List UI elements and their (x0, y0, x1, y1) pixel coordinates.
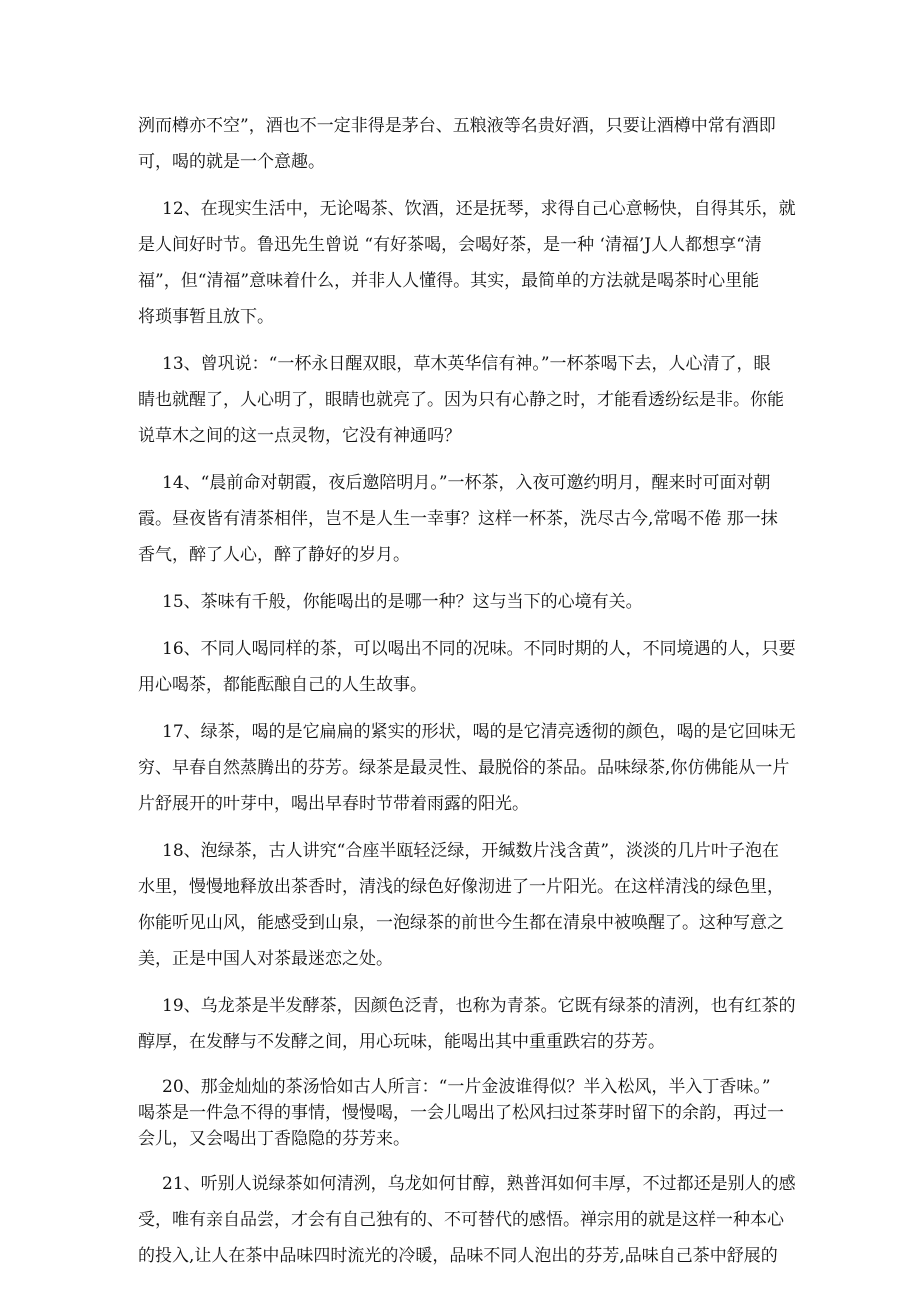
text-line: 你能听见山风，能感受到山泉，一泡绿茶的前世今生都在清泉中被唤醒了。这种写意之 (138, 913, 784, 933)
text-line: 15、茶味有千般，你能喝出的是哪一种？这与当下的心境有关。 (162, 592, 643, 612)
paragraph-p21 (138, 1166, 796, 1274)
text-line: 14、“晨前命对朝霞，夜后邀陪明月。”一杯茶，入夜可邀约明月，醒来时可面对朝 (162, 473, 771, 493)
text-line: 的投入,让人在茶中品味四时流光的冷暖，品味不同人泡出的芬芳,品味自己茶中舒展的 (138, 1246, 778, 1266)
paragraph-p13 (138, 346, 786, 454)
text-line: 喝茶是一件急不得的事情，慢慢喝，一会儿喝出了松风扫过茶芽时留下的余韵，再过一 (138, 1103, 784, 1123)
text-line: 18、泡绿茶，古人讲究“合座半瓯轻泛绿，开缄数片浅含黄”，淡淡的几片叶子泡在 (162, 841, 780, 861)
text-line: 12、在现实生活中，无论喝茶、饮酒，还是抚琴，求得自己心意畅快，自得其乐，就 (162, 199, 796, 219)
text-line: 睛也就醒了，人心明了，眼睛也就亮了。因为只有心静之时，才能看透纷纭是非。你能 (138, 390, 784, 410)
paragraph-p18 (138, 833, 786, 977)
paragraph-p14 (138, 465, 786, 573)
paragraph-p11-cont (138, 108, 786, 180)
text-line: 受，唯有亲自品尝，才会有自己独有的、不可替代的感悟。禅宗用的就是这样一种本心 (138, 1210, 784, 1230)
text-line: 19、乌龙茶是半发酵茶，因颜色泛青，也称为青茶。它既有绿茶的清洌，也有红茶的 (162, 996, 796, 1016)
text-line: 用心喝茶，都能酝酿自己的人生故事。 (138, 675, 427, 695)
text-line: 可，喝的就是一个意趣。 (138, 152, 325, 172)
document-page (138, 108, 796, 1285)
text-line: 16、不同人喝同样的茶，可以喝出不同的况味。不同时期的人，不同境遇的人，只要 (162, 639, 796, 659)
text-line: 说草木之间的这一点灵物，它没有神通吗？ (138, 426, 461, 446)
text-line: 17、绿茶，喝的是它扁扁的紧实的形状，喝的是它清亮透彻的颜色，喝的是它回味无 (162, 722, 796, 742)
text-line: 是人间好时节。鲁迅先生曾说 “有好茶喝，会喝好茶，是一种 ‘清福’J人人都想享“清 (138, 235, 762, 255)
paragraph-p20 (138, 1074, 786, 1152)
text-line: 将琐事暂且放下。 (138, 307, 274, 327)
paragraph-p17 (138, 714, 796, 822)
text-line: 香气，醉了人心，醉了静好的岁月。 (138, 545, 410, 565)
text-line: 醇厚，在发酵与不发酵之间，用心玩味，能喝出其中重重跌宕的芬芳。 (138, 1032, 665, 1052)
text-line: 洌而樽亦不空”，酒也不一定非得是茅台、五粮液等名贵好酒，只要让酒樽中常有酒即 (138, 116, 776, 136)
paragraph-p16 (138, 631, 796, 703)
text-line: 水里，慢慢地释放出茶香时，清浅的绿色好像沏进了一片阳光。在这样清浅的绿色里， (138, 877, 784, 897)
text-line: 霞。昼夜皆有清茶相伴，岂不是人生一幸事？这样一杯茶，洗尽古今,常喝不倦 那一抹 (138, 509, 778, 529)
text-line: 美，正是中国人对茶最迷恋之处。 (138, 949, 393, 969)
text-line: 福”，但“清福”意味着什么，并非人人懂得。其实，最简单的方法就是喝茶时心里能 (138, 271, 760, 291)
text-line: 13、曾巩说：“一杯永日醒双眼，草木英华信有神。”一杯茶喝下去，人心清了，眼 (162, 354, 771, 374)
paragraph-p15 (138, 584, 786, 620)
paragraph-p12 (138, 191, 796, 335)
text-line: 20、那金灿灿的茶汤恰如古人所言：“一片金波谁得似？半入松风，半入丁香味。” (162, 1077, 771, 1097)
text-line: 片舒展开的叶芽中，喝出早春时节带着雨露的阳光。 (138, 794, 529, 814)
text-line: 穷、早春自然蒸腾出的芬芳。绿茶是最灵性、最脱俗的茶品。品味绿茶,你仿佛能从一片 (138, 758, 790, 778)
text-line: 21、听别人说绿茶如何清洌，乌龙如何甘醇，熟普洱如何丰厚，不过都还是别人的感 (162, 1174, 796, 1194)
paragraph-p19 (138, 988, 796, 1060)
text-line: 会儿，又会喝出丁香隐隐的芬芳来。 (138, 1129, 410, 1149)
